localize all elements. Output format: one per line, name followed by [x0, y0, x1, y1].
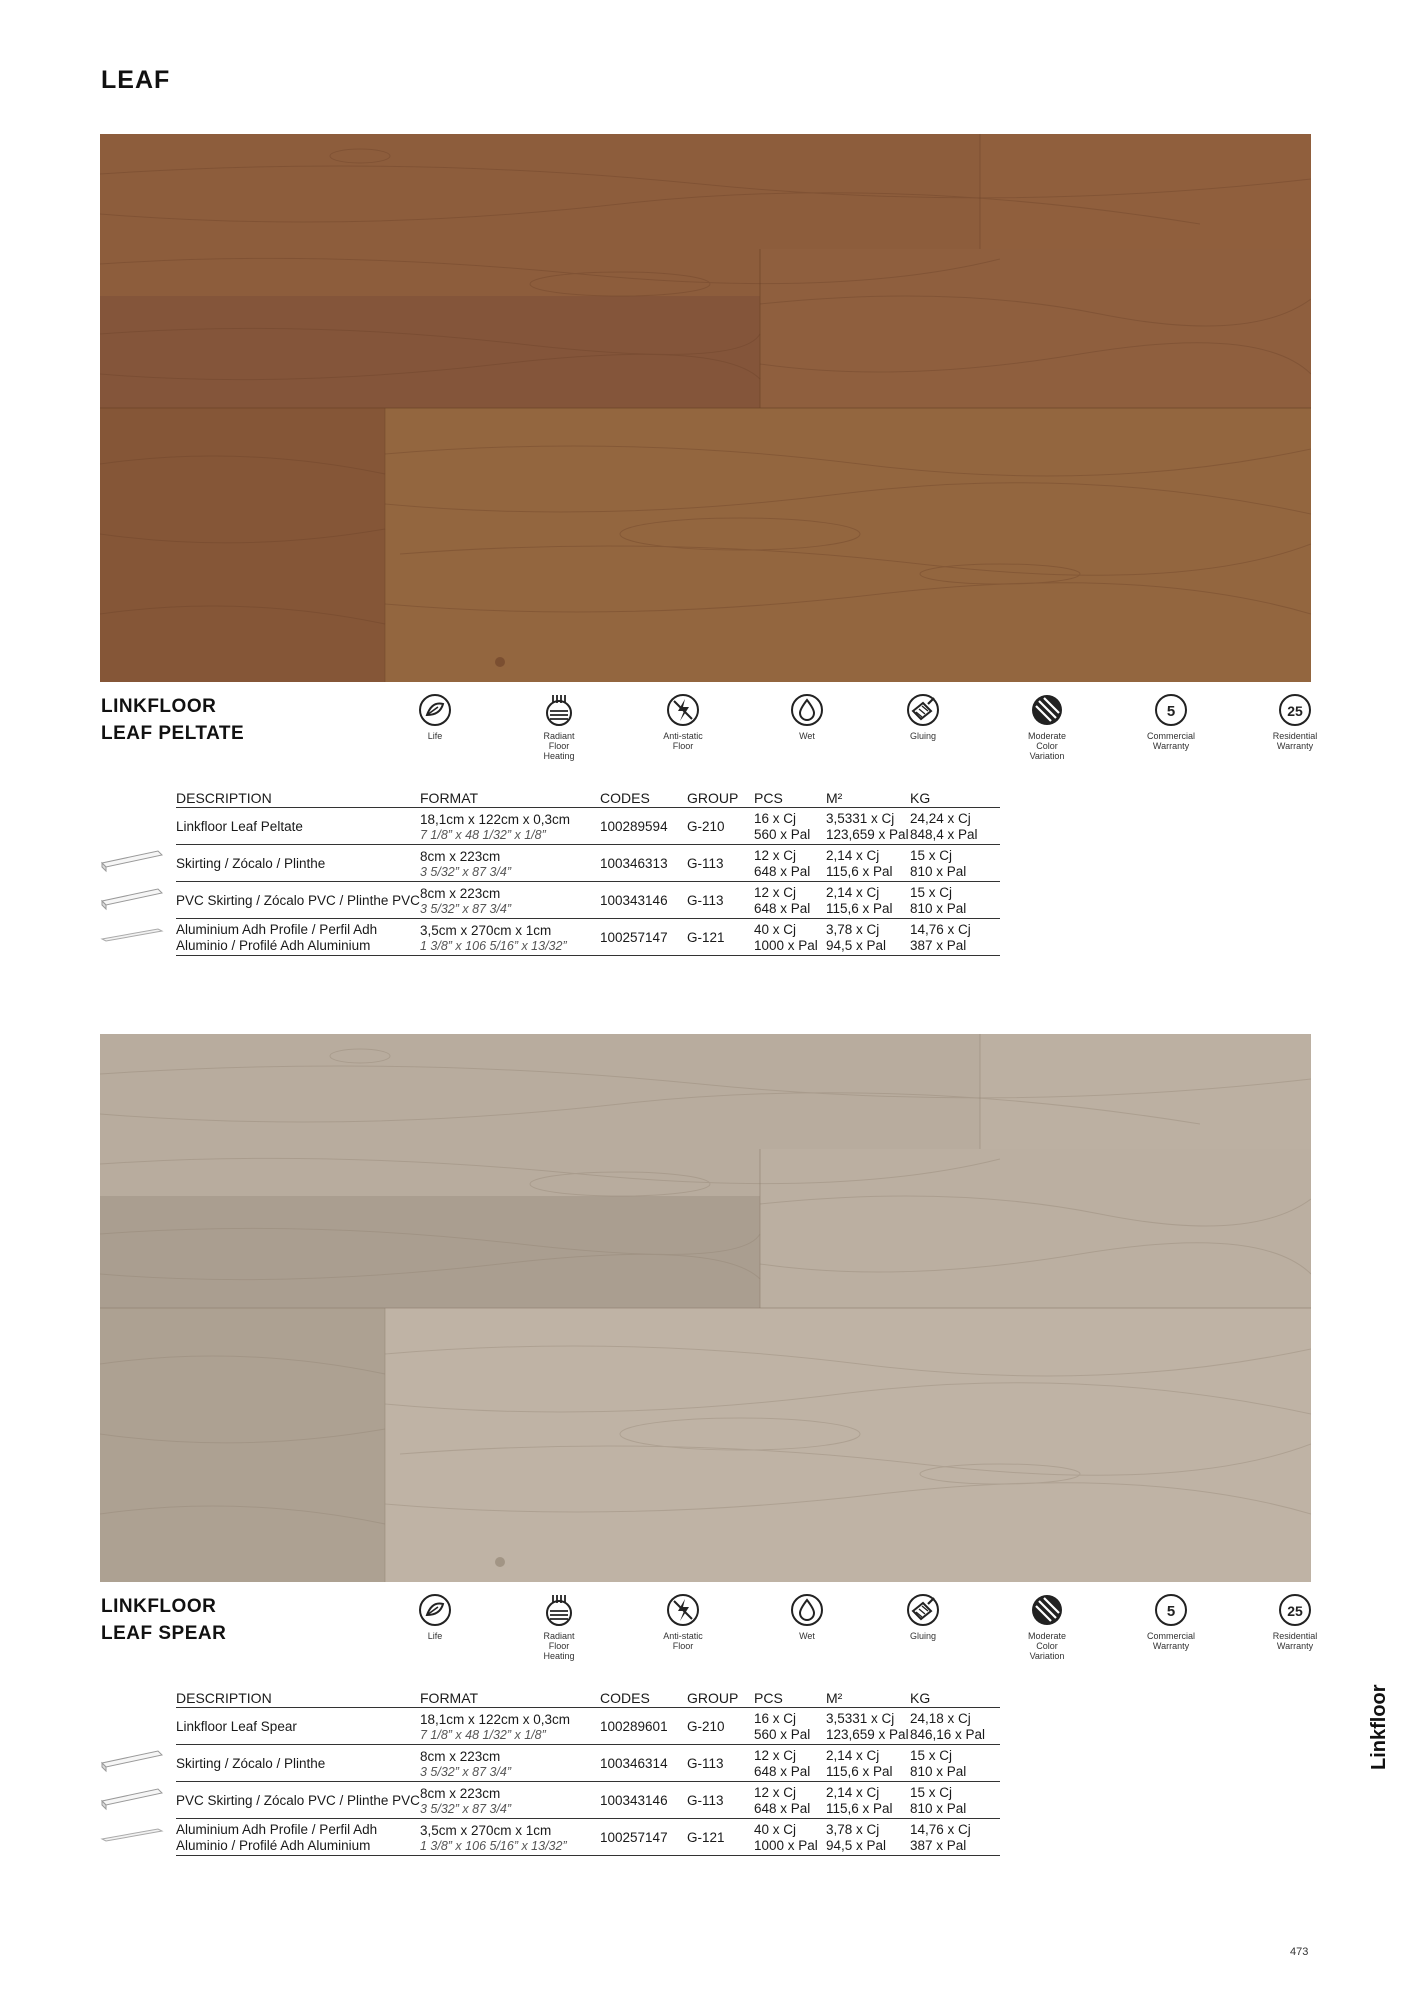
life-icon — [418, 693, 452, 727]
feature-label: Moderate Color Variation — [1027, 731, 1067, 761]
spec-table-header-row — [176, 789, 1000, 808]
cell-group: G-121 — [687, 919, 754, 956]
cell-format: 3,5cm x 270cm x 1cm 1 3/8” x 106 5/16” x 13/32” — [420, 919, 600, 956]
table-row — [176, 845, 1000, 882]
cell-code: 100343146 — [600, 1782, 687, 1819]
residential-warranty-icon — [1278, 693, 1312, 727]
col-header-pcs: PCS — [754, 1689, 826, 1708]
feature-label: Life — [427, 731, 443, 741]
feature-gluing — [878, 1593, 968, 1641]
feature-label: Wet — [799, 1631, 815, 1641]
svg-text:5: 5 — [1166, 1603, 1176, 1620]
cell-kg: 14,76 x Cj 387 x Pal — [910, 1819, 1000, 1856]
cell-description: Linkfloor Leaf Spear — [176, 1708, 420, 1745]
product-name-line1: LINKFLOOR — [101, 696, 217, 717]
feature-label: Anti-static Floor — [663, 731, 703, 751]
col-header-format: FORMAT — [420, 1689, 600, 1708]
feature-label: Life — [427, 1631, 443, 1641]
wood-swatch-peltate — [100, 134, 1311, 682]
product-name — [101, 693, 244, 747]
skirting-thumbnail-icon — [100, 843, 164, 874]
col-header-kg: KG — [910, 1689, 1000, 1708]
cell-format: 18,1cm x 122cm x 0,3cm 7 1/8” x 48 1/32” x 1/8” — [420, 1708, 600, 1745]
cell-kg: 14,76 x Cj 387 x Pal — [910, 919, 1000, 956]
commercial-warranty-icon — [1154, 1593, 1188, 1627]
pvc-skirting-thumbnail-icon — [100, 881, 164, 912]
col-header-format: FORMAT — [420, 789, 600, 808]
table-row — [176, 882, 1000, 919]
cell-m2: 3,78 x Cj 94,5 x Pal — [826, 919, 910, 956]
cell-code: 100289601 — [600, 1708, 687, 1745]
svg-text:25: 25 — [1287, 1603, 1303, 1619]
color-variation-icon — [1030, 1593, 1064, 1627]
cell-m2: 3,5331 x Cj 123,659 x Pal — [826, 808, 910, 845]
cell-group: G-210 — [687, 1708, 754, 1745]
feature-gluing — [878, 693, 968, 741]
cell-m2: 2,14 x Cj 115,6 x Pal — [826, 845, 910, 882]
feature-label: Commercial Warranty — [1146, 731, 1195, 751]
cell-m2: 2,14 x Cj 115,6 x Pal — [826, 1782, 910, 1819]
cell-code: 100257147 — [600, 919, 687, 956]
gluing-trowel-icon — [906, 1593, 940, 1627]
feature-color-variation — [1002, 693, 1092, 761]
feature-wet — [762, 693, 852, 741]
feature-label: Residential Warranty — [1272, 1631, 1318, 1651]
cell-group: G-113 — [687, 882, 754, 919]
page-number: 473 — [1290, 1946, 1309, 1958]
cell-kg: 15 x Cj 810 x Pal — [910, 1745, 1000, 1782]
cell-description: Skirting / Zócalo / Plinthe — [176, 845, 420, 882]
table-row — [176, 808, 1000, 845]
cell-code: 100346313 — [600, 845, 687, 882]
water-drop-icon — [790, 693, 824, 727]
product-name-line2: LEAF SPEAR — [101, 1623, 227, 1644]
col-header-group: GROUP — [687, 1689, 754, 1708]
feature-icons-row — [390, 693, 1330, 763]
col-header-codes: CODES — [600, 789, 687, 808]
cell-pcs: 12 x Cj 648 x Pal — [754, 1745, 826, 1782]
radiant-floor-heating-icon — [542, 693, 576, 727]
col-header-m2: M² — [826, 1689, 910, 1708]
cell-format: 8cm x 223cm 3 5/32” x 87 3/4” — [420, 882, 600, 919]
col-header-pcs: PCS — [754, 789, 826, 808]
table-row — [176, 919, 1000, 956]
svg-text:5: 5 — [1166, 703, 1176, 720]
profile-thumbnails — [100, 1743, 166, 1857]
wood-texture-image — [100, 134, 1311, 682]
feature-residential-warranty — [1250, 1593, 1340, 1651]
col-header-codes: CODES — [600, 1689, 687, 1708]
feature-label: Gluing — [909, 1631, 936, 1641]
cell-group: G-113 — [687, 845, 754, 882]
radiant-floor-heating-icon — [542, 1593, 576, 1627]
col-header-description: DESCRIPTION — [176, 789, 420, 808]
cell-description: Aluminium Adh Profile / Perfil Adh Aluminio / Profilé Adh Aluminium — [176, 1819, 420, 1856]
svg-text:25: 25 — [1287, 703, 1303, 719]
brand-name-vertical: Linkfloor — [1368, 1684, 1390, 1770]
cell-pcs: 40 x Cj 1000 x Pal — [754, 1819, 826, 1856]
cell-group: G-113 — [687, 1745, 754, 1782]
cell-group: G-210 — [687, 808, 754, 845]
cell-code: 100289594 — [600, 808, 687, 845]
cell-description: Linkfloor Leaf Peltate — [176, 808, 420, 845]
spec-table — [176, 789, 1000, 956]
cell-description: PVC Skirting / Zócalo PVC / Plinthe PVC — [176, 882, 420, 919]
cell-description: PVC Skirting / Zócalo PVC / Plinthe PVC — [176, 1782, 420, 1819]
cell-format: 8cm x 223cm 3 5/32” x 87 3/4” — [420, 1745, 600, 1782]
cell-m2: 3,5331 x Cj 123,659 x Pal — [826, 1708, 910, 1745]
cell-pcs: 12 x Cj 648 x Pal — [754, 1782, 826, 1819]
table-row — [176, 1745, 1000, 1782]
feature-commercial-warranty — [1126, 693, 1216, 751]
feature-radiant-heating — [514, 693, 604, 761]
profile-thumbnails — [100, 843, 166, 957]
wood-texture-image — [100, 1034, 1311, 1582]
cell-pcs: 40 x Cj 1000 x Pal — [754, 919, 826, 956]
feature-icons-row — [390, 1593, 1330, 1663]
cell-kg: 15 x Cj 810 x Pal — [910, 1782, 1000, 1819]
wood-swatch-spear — [100, 1034, 1311, 1582]
cell-kg: 15 x Cj 810 x Pal — [910, 845, 1000, 882]
col-header-group: GROUP — [687, 789, 754, 808]
page-title: LEAF — [101, 66, 171, 94]
feature-label: Moderate Color Variation — [1027, 1631, 1067, 1661]
cell-pcs: 16 x Cj 560 x Pal — [754, 1708, 826, 1745]
cell-pcs: 12 x Cj 648 x Pal — [754, 882, 826, 919]
feature-label: Residential Warranty — [1272, 731, 1318, 751]
cell-kg: 24,24 x Cj 848,4 x Pal — [910, 808, 1000, 845]
cell-format: 8cm x 223cm 3 5/32” x 87 3/4” — [420, 845, 600, 882]
feature-wet — [762, 1593, 852, 1641]
feature-antistatic — [638, 1593, 728, 1651]
aluminium-profile-thumbnail-icon — [100, 919, 164, 950]
feature-color-variation — [1002, 1593, 1092, 1661]
feature-label: Gluing — [909, 731, 936, 741]
cell-m2: 2,14 x Cj 115,6 x Pal — [826, 1745, 910, 1782]
color-variation-icon — [1030, 693, 1064, 727]
product-name-line2: LEAF PELTATE — [101, 723, 245, 744]
feature-label: Anti-static Floor — [663, 1631, 703, 1651]
col-header-m2: M² — [826, 789, 910, 808]
feature-commercial-warranty — [1126, 1593, 1216, 1651]
table-row — [176, 1708, 1000, 1745]
cell-format: 3,5cm x 270cm x 1cm 1 3/8” x 106 5/16” x 13/32” — [420, 1819, 600, 1856]
cell-format: 8cm x 223cm 3 5/32” x 87 3/4” — [420, 1782, 600, 1819]
commercial-warranty-icon — [1154, 693, 1188, 727]
water-drop-icon — [790, 1593, 824, 1627]
feature-label: Radiant Floor Heating — [543, 1631, 575, 1661]
spec-table-header-row — [176, 1689, 1000, 1708]
feature-label: Wet — [799, 731, 815, 741]
cell-description: Skirting / Zócalo / Plinthe — [176, 1745, 420, 1782]
anti-static-icon — [666, 1593, 700, 1627]
gluing-trowel-icon — [906, 693, 940, 727]
feature-life — [390, 693, 480, 741]
cell-code: 100346314 — [600, 1745, 687, 1782]
col-header-kg: KG — [910, 789, 1000, 808]
feature-residential-warranty — [1250, 693, 1340, 751]
skirting-thumbnail-icon — [100, 1743, 164, 1774]
product-name-line1: LINKFLOOR — [101, 1596, 217, 1617]
feature-label: Commercial Warranty — [1146, 1631, 1195, 1651]
residential-warranty-icon — [1278, 1593, 1312, 1627]
feature-label: Radiant Floor Heating — [543, 731, 575, 761]
aluminium-profile-thumbnail-icon — [100, 1819, 164, 1850]
cell-pcs: 16 x Cj 560 x Pal — [754, 808, 826, 845]
cell-format: 18,1cm x 122cm x 0,3cm 7 1/8” x 48 1/32” x 1/8” — [420, 808, 600, 845]
col-header-description: DESCRIPTION — [176, 1689, 420, 1708]
feature-radiant-heating — [514, 1593, 604, 1661]
cell-group: G-121 — [687, 1819, 754, 1856]
anti-static-icon — [666, 693, 700, 727]
cell-code: 100343146 — [600, 882, 687, 919]
cell-group: G-113 — [687, 1782, 754, 1819]
table-row — [176, 1819, 1000, 1856]
product-name — [101, 1593, 226, 1647]
cell-kg: 24,18 x Cj 846,16 x Pal — [910, 1708, 1000, 1745]
feature-life — [390, 1593, 480, 1641]
cell-description: Aluminium Adh Profile / Perfil Adh Aluminio / Profilé Adh Aluminium — [176, 919, 420, 956]
feature-antistatic — [638, 693, 728, 751]
spec-table — [176, 1689, 1000, 1856]
cell-kg: 15 x Cj 810 x Pal — [910, 882, 1000, 919]
pvc-skirting-thumbnail-icon — [100, 1781, 164, 1812]
cell-code: 100257147 — [600, 1819, 687, 1856]
cell-m2: 3,78 x Cj 94,5 x Pal — [826, 1819, 910, 1856]
cell-m2: 2,14 x Cj 115,6 x Pal — [826, 882, 910, 919]
life-icon — [418, 1593, 452, 1627]
cell-pcs: 12 x Cj 648 x Pal — [754, 845, 826, 882]
table-row — [176, 1782, 1000, 1819]
